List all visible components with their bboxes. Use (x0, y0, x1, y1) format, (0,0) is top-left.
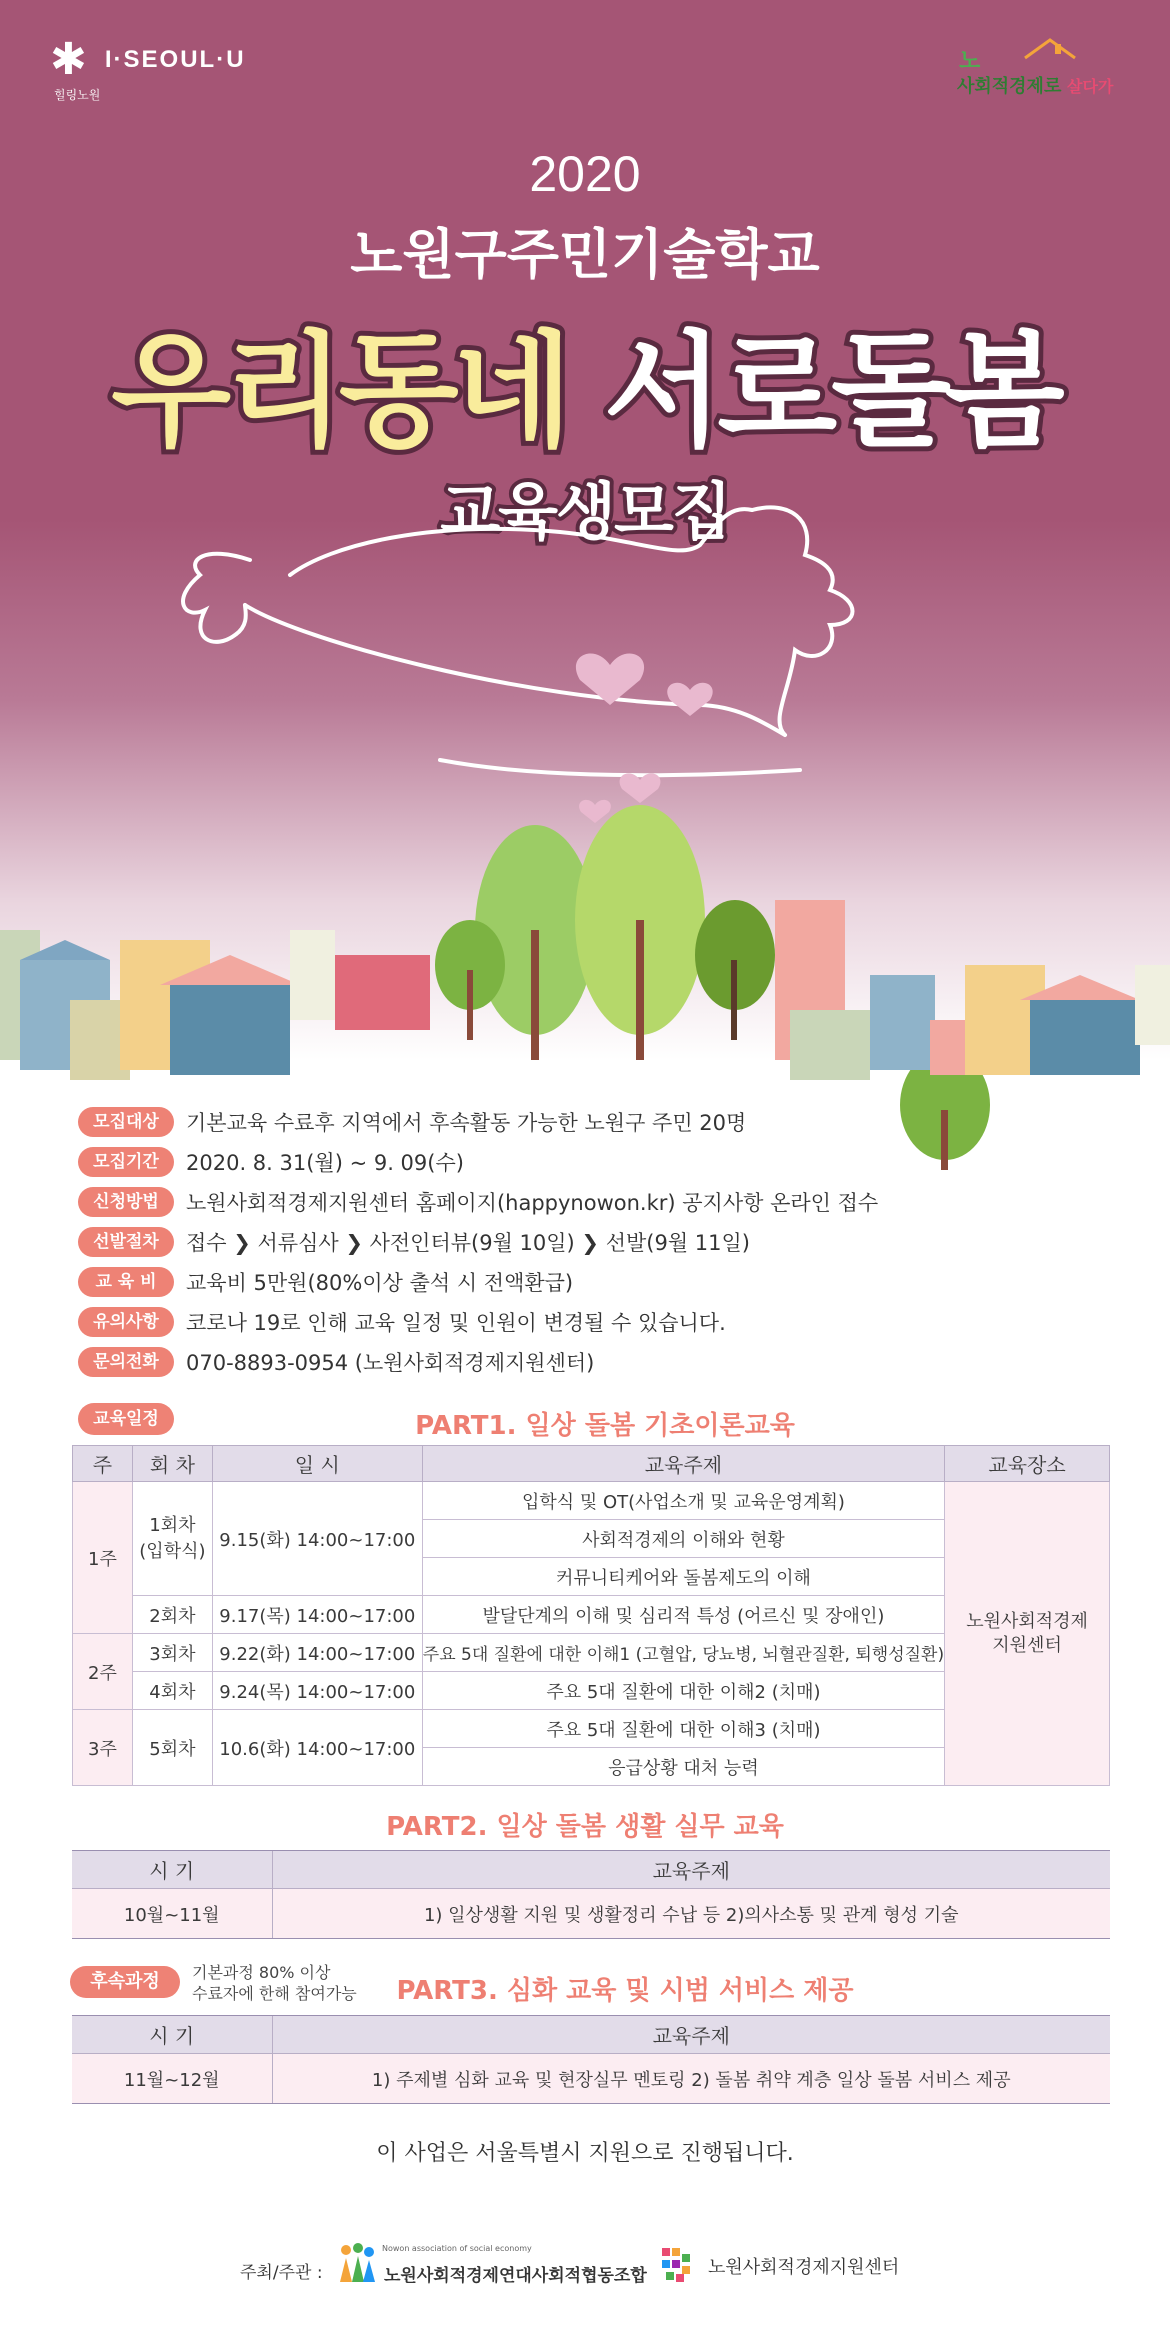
svg-text:사회적경제로: 사회적경제로 (957, 76, 1062, 97)
people-icon (336, 2242, 376, 2286)
col-header-datetime: 일 시 (212, 1446, 422, 1482)
col-header-topic: 교육주제 (272, 2016, 1110, 2054)
session-cell: 2회차 (132, 1596, 212, 1634)
week-cell: 3주 (73, 1710, 133, 1786)
svg-text:살다가: 살다가 (1067, 77, 1114, 96)
schedule-tag: 교육일정 (78, 1403, 174, 1435)
topic-cell: 주요 5대 질환에 대한 이해2 (치매) (422, 1672, 944, 1710)
part1-title: PART1. 일상 돌봄 기초이론교육 (415, 1411, 795, 1441)
hearts-icon (576, 653, 713, 823)
period-cell: 11월~12월 (72, 2054, 272, 2104)
buildings-right-icon (775, 900, 1170, 1080)
info-label: 모집대상 (78, 1107, 174, 1137)
week-cell: 1주 (73, 1482, 133, 1634)
session-cell: 3회차 (132, 1634, 212, 1672)
topic-cell: 커뮤니티케어와 돌봄제도의 이해 (422, 1558, 944, 1596)
year-title: 2020 (529, 146, 641, 202)
info-label: 문의전화 (78, 1347, 174, 1377)
info-label: 유의사항 (78, 1307, 174, 1337)
col-header-topic: 교육주제 (272, 1851, 1110, 1889)
col-header-session: 회 차 (132, 1446, 212, 1482)
hug-arms-icon (183, 507, 852, 775)
svg-text:노: 노 (959, 49, 981, 74)
col-header-topic: 교육주제 (422, 1446, 944, 1482)
table-row (73, 1482, 1110, 1520)
org2-name: 노원사회적경제지원센터 (708, 2257, 900, 2278)
info-row-period (78, 1142, 1098, 1182)
topic-cell: 1) 주제별 심화 교육 및 현장실무 멘토링 2) 돌봄 취약 계층 일상 돌봄 서비스 제공 (272, 2054, 1110, 2104)
info-value: 노원사회적경제지원센터 홈페이지(happynowon.kr) 공지사항 온라인 접수 (186, 1191, 879, 1215)
info-row-fee (78, 1262, 1098, 1302)
topic-cell: 발달단계의 이해 및 심리적 특성 (어르신 및 장애인) (422, 1596, 944, 1634)
topic-cell: 입학식 및 OT(사업소개 및 교육운영계획) (422, 1482, 944, 1520)
date-cell: 9.22(화) 14:00~17:00 (212, 1634, 422, 1672)
info-row-selection (78, 1222, 1098, 1262)
col-header-week: 주 (73, 1446, 133, 1482)
logo-text: I·SEOUL·U (104, 46, 246, 73)
funding-note: 이 사업은 서울특별시 지원으로 진행됩니다. (376, 2141, 794, 2166)
org2-logo (658, 2244, 899, 2288)
info-label: 모집기간 (78, 1147, 174, 1177)
part3-title: PART3. 심화 교육 및 시범 서비스 제공 (396, 1976, 854, 2006)
date-cell: 9.15(화) 14:00~17:00 (212, 1482, 422, 1596)
table-row (72, 1889, 1110, 1939)
info-value: 코로나 19로 인해 교육 일정 및 인원이 변경될 수 있습니다. (186, 1311, 726, 1335)
headline-part2: 서로돌봄 (603, 320, 1059, 464)
org1-english: Nowon association of social economy (382, 2244, 532, 2253)
session-cell: 4회차 (132, 1672, 212, 1710)
logo-sub-text: 힐링노원 (54, 88, 101, 102)
topic-cell: 사회적경제의 이해와 현황 (422, 1520, 944, 1558)
topic-cell: 주요 5대 질환에 대한 이해1 (고혈압, 당뇨병, 뇌혈관질환, 퇴행성질환) (422, 1634, 944, 1672)
info-label: 신청방법 (78, 1187, 174, 1217)
info-value: 교육비 5만원(80%이상 출석 시 전액환급) (186, 1271, 574, 1295)
info-row-notice (78, 1302, 1098, 1342)
date-cell: 9.24(목) 14:00~17:00 (212, 1672, 422, 1710)
date-cell: 10.6(화) 14:00~17:00 (212, 1710, 422, 1786)
info-row-target (78, 1102, 1098, 1142)
info-label: 교 육 비 (78, 1267, 174, 1297)
topic-cell: 1) 일상생활 지원 및 생활정리 수납 등 2)의사소통 및 관계 형성 기술 (272, 1889, 1110, 1939)
part1-schedule-table (72, 1445, 1110, 1786)
headline-part1: 우리동네 (111, 320, 567, 464)
table-row (72, 2054, 1110, 2104)
org1-name: 노원사회적경제연대사회적협동조합 (384, 2265, 647, 2286)
week-cell: 2주 (73, 1634, 133, 1710)
period-cell: 10월~11월 (72, 1889, 272, 1939)
continuation-tag: 후속과정 (70, 1966, 180, 1998)
note-line: 기본과정 80% 이상 (192, 1963, 331, 1982)
session-cell: 5회차 (132, 1710, 212, 1786)
topic-cell: 주요 5대 질환에 대한 이해3 (치매) (422, 1710, 944, 1748)
info-row-apply (78, 1182, 1098, 1222)
info-value: 접수 ❯ 서류심사 ❯ 사전인터뷰(9월 10일) ❯ 선발(9월 11일) (186, 1231, 750, 1255)
sponsor-bar (0, 2236, 1170, 2296)
info-value: 2020. 8. 31(월) ~ 9. 09(수) (186, 1151, 464, 1175)
seoul-mark-icon: ✱ (50, 34, 87, 85)
buildings-left-icon (0, 930, 430, 1080)
part3-table (72, 2015, 1110, 2104)
info-value: 070-8893-0954 (노원사회적경제지원센터) (186, 1351, 595, 1375)
info-row-contact (78, 1342, 1098, 1382)
mosaic-icon (658, 2244, 698, 2288)
note-line: 수료자에 한해 참여가능 (192, 1984, 357, 2003)
place-cell: 노원사회적경제 지원센터 (945, 1482, 1110, 1786)
org1-logo (336, 2242, 647, 2286)
sponsor-label: 주최/주관 : (240, 2263, 323, 2283)
session-cell: 1회차 (입학식) (132, 1482, 212, 1596)
part2-table (72, 1850, 1110, 1939)
topic-cell: 응급상황 대처 능력 (422, 1748, 944, 1786)
date-cell: 9.17(목) 14:00~17:00 (212, 1596, 422, 1634)
recruit-title: 교육생모집 (440, 475, 730, 548)
info-value: 기본교육 수료후 지역에서 후속활동 가능한 노원구 주민 20명 (186, 1111, 747, 1135)
col-header-period: 시 기 (72, 1851, 272, 1889)
col-header-place: 교육장소 (945, 1446, 1110, 1482)
info-label: 선발절차 (78, 1227, 174, 1257)
info-list (78, 1102, 1098, 1382)
part2-title: PART2. 일상 돌봄 생활 실무 교육 (386, 1812, 784, 1842)
col-header-period: 시 기 (72, 2016, 272, 2054)
school-title: 노원구주민기술학교 (350, 223, 820, 286)
